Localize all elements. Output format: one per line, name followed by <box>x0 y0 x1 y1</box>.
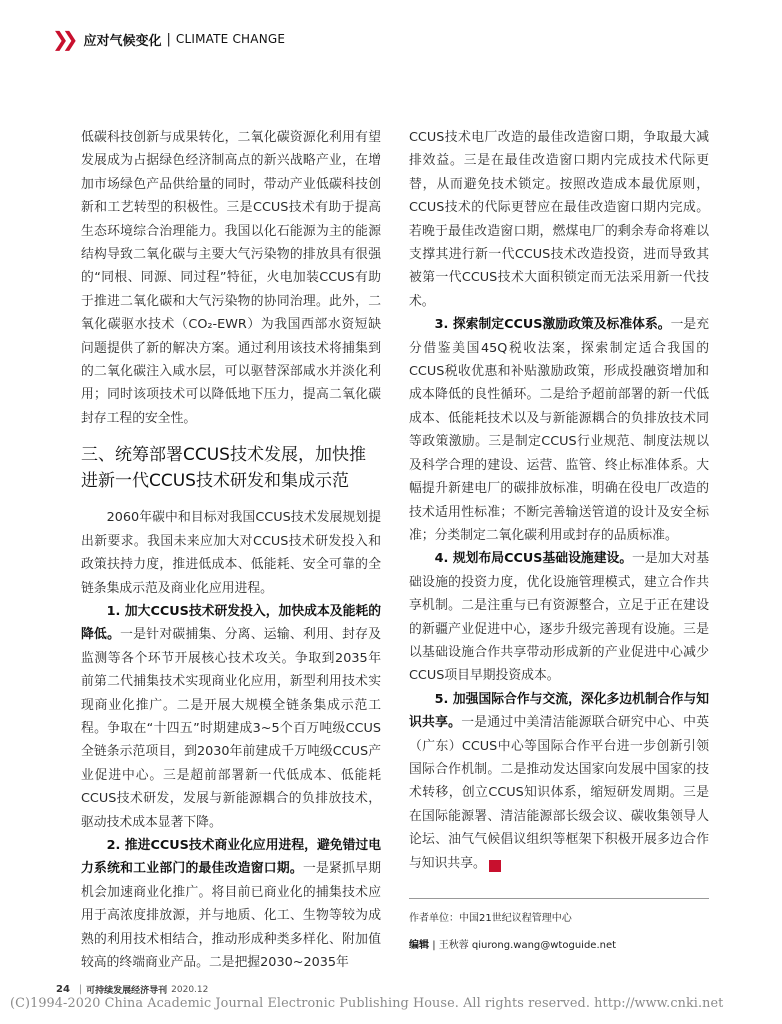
item-body: 一是针对碳捕集、分离、运输、利用、封存及监测等各个环节开展核心技术攻关。争取到2035年前第二代捕集技术实现商业化应用，新型利用技术实现商业化推广。二是开展大规模全链条集成示范工程。争取在“十四五”时期建成3~5个百万吨级CCUS全链条示范项目，到2030年前建成千万吨级CCUS产业促进中心。三是超前部署新一代低成本、低能耗CCUS技术研发，发展与新能源耦合的负排放技术，驱动技术成本显著下降。 <box>81 627 382 830</box>
section-heading: 三、统筹部署CCUS技术发展，加快推进新一代CCUS技术研发和集成示范 <box>81 445 366 492</box>
page-number: 24 <box>56 984 70 995</box>
author-affiliation <box>409 909 572 924</box>
page-footer <box>56 983 208 996</box>
body-paragraph: CCUS技术电厂改造的最佳改造窗口期，争取最大减排效益。三是在最佳改造窗口期内完成技术代际更替，从而避免技术锁定。按照改造成本最优原则，CCUS技术的代际更替应在最佳改造窗口期内完成。若晚于最佳改造窗口期，燃煤电厂的剩余寿命将难以支撑其进行新一代CCUS技术改造投资，进而导致其被第一代CCUS技术大面积锁定而无法采用新一代技术。 <box>409 130 709 309</box>
journal-name: 可持续发展经济导刊 <box>86 986 168 996</box>
item-title: 2. 推进CCUS技术商业化应用进程，避免错过电力系统和工业部门的最佳改造窗口期。 <box>81 837 381 877</box>
numbered-item-4 <box>409 547 709 687</box>
editor-credit <box>409 936 616 951</box>
section-separator: | <box>166 31 171 47</box>
item-title: 1. 加大CCUS技术研发投入，加快成本及能耗的降低。 <box>81 603 381 643</box>
item-body: 一是加大对基础设施的投资力度，优化设施管理模式，建立合作共享机制。二是注重与已有资源整合，立足于正在建设的新疆产业促进中心，逐步升级完善现有设施。三是以基础设施合作共享带动形成新的产业促进中心减少CCUS项目早期投资成本。 <box>409 551 709 684</box>
author-value: 中国21世纪议程管理中心 <box>459 913 572 924</box>
footer-separator: | <box>78 984 83 995</box>
end-of-article-icon: 完 <box>489 860 501 872</box>
numbered-item-1 <box>81 600 381 834</box>
item-body: 一是充分借鉴美国45Q税收法案，探索制定适合我国的CCUS税收优惠和补贴激励政策，形成投融资增加和成本降低的良性循环。二是给予超前部署的新一代低成本、低能耗技术以及与新能源耦合的负排放技术同等政策激励。三是制定CCUS行业规范、制度法规以及科学合理的建设、运营、监管、终止标准体系。大幅提升新建电厂的碳排放标准，明确在役电厂改造的技术适用性标准；不断完善输送管道的设计及安全标准；分类制定二氧化碳利用或封存的品质标准。 <box>409 317 709 543</box>
numbered-item-5 <box>409 688 709 875</box>
copyright-watermark: (C)1994-2020 China Academic Journal Electronic Publishing House. All rights reserved. http://www.cnki.net <box>10 996 724 1011</box>
section-header <box>52 28 285 50</box>
author-label: 作者单位： <box>409 913 459 924</box>
body-paragraph: 2060年碳中和目标对我国CCUS技术发展规划提出新要求。我国未来应加大对CCUS技术研发投入和政策扶持力度，推进低成本、低能耗、安全可靠的全链条集成示范及商业化应用进程。 <box>81 510 381 596</box>
credits-divider <box>409 898 709 899</box>
item-title: 3. 探索制定CCUS激励政策及标准体系。 <box>434 317 671 333</box>
section-title-cn: 应对气候变化 <box>83 33 162 49</box>
section-title-en: CLIMATE CHANGE <box>175 32 286 46</box>
item-title: 5. 加强国际合作与交流，深化多边机制合作与知识共享。 <box>409 691 709 731</box>
item-body: 一是紧抓早期机会加速商业化推广。将目前已商业化的捕集技术应用于高浓度排放源，并与地质、化工、生物等较为成熟的利用技术相结合，推动形成种类多样化、附加值较高的终端商业产品。二是把握2030~2035年 <box>81 861 382 970</box>
numbered-item-2 <box>81 834 381 974</box>
item-title: 4. 规划布局CCUS基础设施建设。 <box>434 551 633 567</box>
left-column <box>81 126 381 974</box>
right-column <box>409 126 709 875</box>
journal-issue: 2020.12 <box>171 984 209 995</box>
body-paragraph: 低碳科技创新与成果转化，二氧化碳资源化利用有望发展成为占据绿色经济制高点的新兴战略产业，在增加市场绿色产品供给量的同时，带动产业低碳科技创新和工艺转型的积极性。三是CCUS技术有助于提高生态环境综合治理能力。我国以化石能源为主的能源结构导致二氧化碳与主要大气污染物的排放具有很强的“同根、同源、同过程”特征，火电加装CCUS有助于推进二氧化碳和大气污染物的协同治理。此外，二氧化碳驱水技术（CO₂-EWR）为我国西部水资短缺问题提供了新的解决方案。通过利用该技术将捕集到的二氧化碳注入咸水层，可以驱替深部咸水并淡化利用；同时该项技术可以降低地下压力，提高二氧化碳封存工程的安全性。 <box>81 130 381 426</box>
editor-label: 编辑 <box>409 940 429 951</box>
chevron-double-right-icon: ❯❯ <box>52 27 72 51</box>
editor-separator: | <box>432 940 436 951</box>
editor-value: 王秋蓉 qiurong.wang@wtoguide.net <box>438 940 617 951</box>
item-body: 一是通过中美清洁能源联合研究中心、中英（广东）CCUS中心等国际合作平台进一步创新引领国际合作机制。二是推动发达国家向发展中国家的技术转移，创立CCUS知识体系，缩短研发周期。三是在国际能源署、清洁能源部长级会议、碳收集领导人论坛、油气气候倡议组织等框架下积极开展多边合作与知识共享。 <box>409 715 709 871</box>
numbered-item-3 <box>409 313 709 547</box>
